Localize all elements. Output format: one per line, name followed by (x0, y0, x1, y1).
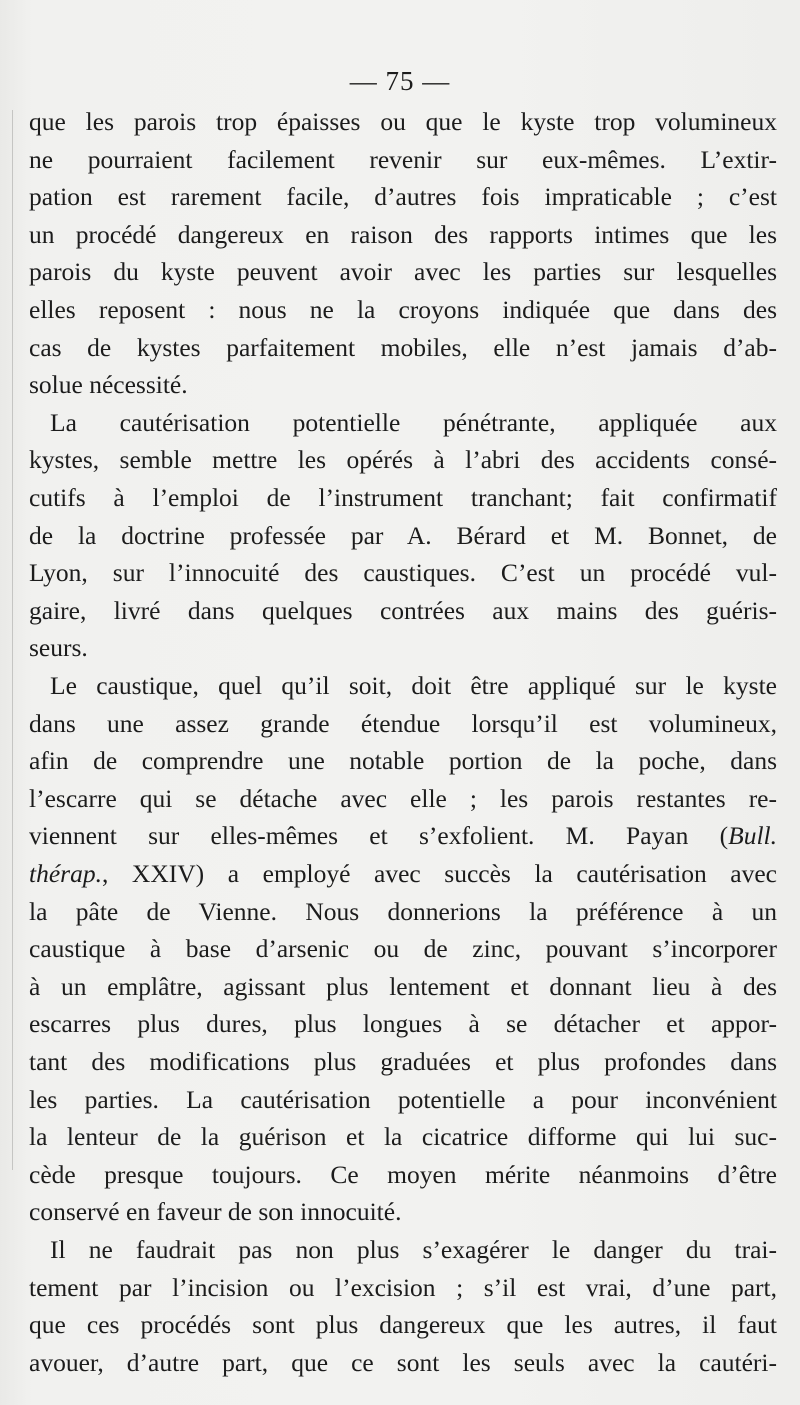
text-line: cas de kystes parfaitement mobiles, elle n’est jamais d’ab- (29, 332, 777, 362)
text-line: caustique à base d’arsenic ou de zinc, pouvant s’incorporer (29, 934, 777, 964)
text-line: seurs. (29, 633, 88, 663)
text-line: kystes, semble mettre les opérés à l’abri des accidents consé- (29, 445, 777, 475)
text-line: elles reposent : nous ne la croyons indiquée que dans des (29, 295, 777, 324)
text-line: thérap., XXIV) a employé avec succès la cautérisation avec (29, 859, 777, 888)
text-line: à un emplâtre, agissant plus lentement et donnant lieu à des (29, 971, 777, 1001)
text-line: afin de comprendre une notable portion de la poche, dans (29, 746, 777, 776)
text-line: cutifs à l’emploi de l’instrument tranchant; fait confirmatif (29, 483, 777, 512)
text-line: Lyon, sur l’innocuité des caustiques. C’est un procédé vul- (29, 558, 777, 588)
text-line: conservé en faveur de son innocuité. (29, 1197, 402, 1227)
text-line: que ces procédés sont plus dangereux que les autres, il faut (29, 1310, 777, 1340)
text-line: pation est rarement facile, d’autres fois impraticable ; c’est (29, 182, 777, 212)
text-line: l’escarre qui se détache avec elle ; les parois restantes re- (29, 783, 777, 813)
text-line: viennent sur elles-mêmes et s’exfolient. M. Payan (Bull. (29, 821, 777, 851)
text-line: un procédé dangereux en raison des rapports intimes que les (29, 219, 777, 249)
text-line: La cautérisation potentielle pénétrante, appliquée aux (50, 407, 777, 437)
text-line: solue nécessité. (29, 370, 188, 400)
citation-italic: thérap. (29, 859, 102, 888)
text-line: cède presque toujours. Ce moyen mérite néanmoins d’être (29, 1159, 777, 1189)
text-line: avouer, d’autre part, que ce sont les seuls avec la cautéri- (29, 1347, 777, 1377)
text-line: ne pourraient facilement revenir sur eux-mêmes. L’extir- (29, 144, 777, 174)
page-edge-line (12, 110, 13, 1170)
text-line: la lenteur de la guérison et la cicatrice difforme qui lui suc- (29, 1122, 777, 1152)
page-number: — 75 — (349, 66, 451, 96)
text-line: Il ne faudrait pas non plus s’exagérer le danger du trai- (50, 1235, 777, 1264)
text-line: escarres plus dures, plus longues à se détacher et appor- (29, 1009, 777, 1039)
text-line: tant des modifications plus graduées et plus profondes dans (29, 1047, 777, 1076)
text-line: les parties. La cautérisation potentielle a pour inconvénient (29, 1084, 777, 1114)
text-line: parois du kyste peuvent avoir avec les parties sur lesquelles (29, 257, 777, 287)
text-line: la pâte de Vienne. Nous donnerions la préférence à un (29, 896, 777, 926)
text-line: que les parois trop épaisses ou que le kyste trop volumineux (29, 107, 777, 136)
text-line: dans une assez grande étendue lorsqu’il est volumineux, (29, 708, 777, 738)
text-line: Le caustique, quel qu’il soit, doit être appliqué sur le kyste (50, 671, 777, 700)
text-line: de la doctrine professée par A. Bérard et M. Bonnet, de (29, 520, 777, 550)
text-line: gaire, livré dans quelques contrées aux mains des guéris- (29, 595, 777, 625)
citation-italic: Bull. (728, 821, 777, 851)
text-line: tement par l’incision ou l’excision ; s’il est vrai, d’une part, (29, 1272, 777, 1302)
